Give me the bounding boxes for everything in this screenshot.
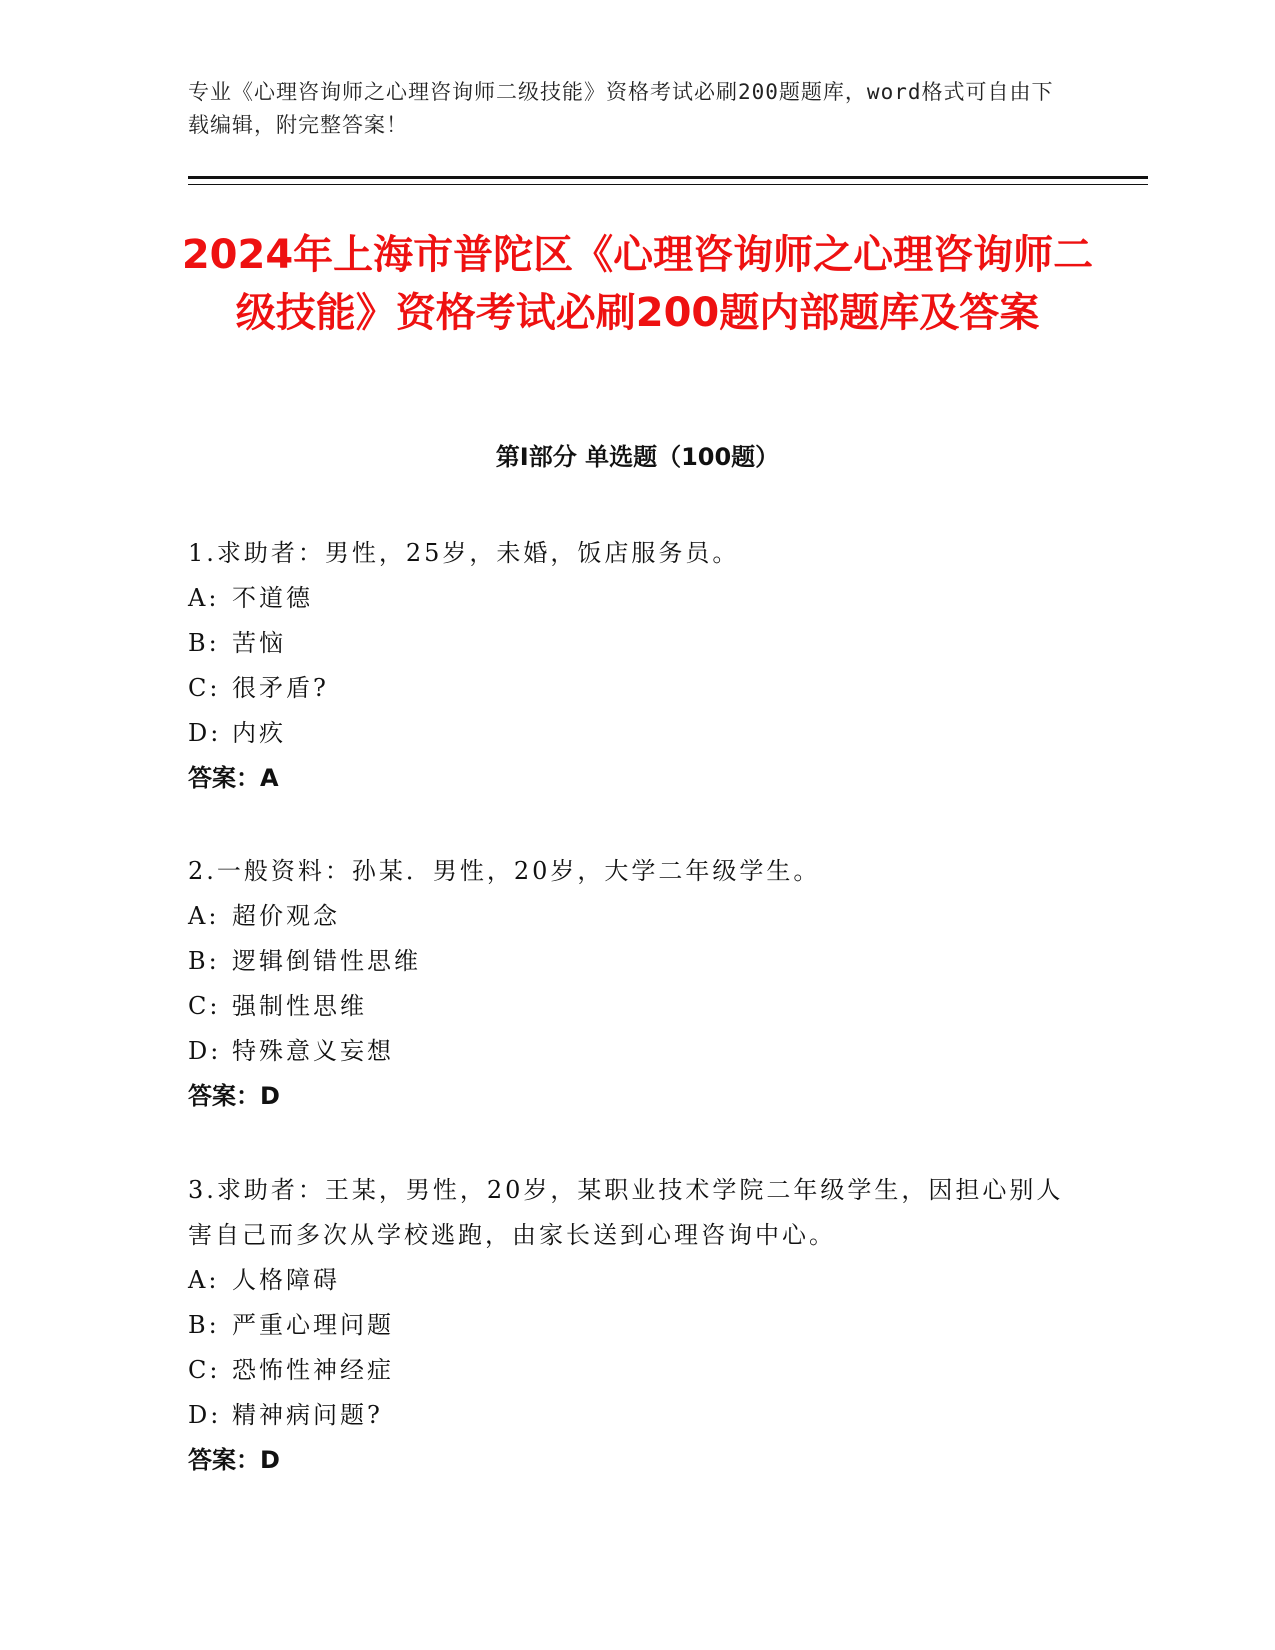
option-text: 强制性思维 [232, 992, 367, 1020]
option-c [188, 1348, 1068, 1393]
header-rule-thin [188, 184, 1148, 185]
option-b [188, 1303, 1068, 1348]
option-text: 严重心理问题 [232, 1311, 394, 1339]
option-key: D: [188, 1037, 222, 1065]
question-block [188, 1168, 1068, 1483]
option-b [188, 621, 1068, 666]
option-key: A: [188, 584, 220, 612]
option-key: D: [188, 1401, 222, 1429]
option-a [188, 1258, 1068, 1303]
option-c [188, 984, 1068, 1029]
question-stem: 1.求助者：男性，25岁，未婚，饭店服务员。 [188, 539, 740, 567]
option-key: D: [188, 719, 222, 747]
answer-line: 答案：D [188, 1446, 280, 1474]
answer-line: 答案：D [188, 1082, 280, 1110]
option-text: 很矛盾? [232, 674, 329, 702]
option-d [188, 1393, 1068, 1438]
option-a [188, 894, 1068, 939]
option-text: 内疚 [232, 719, 286, 747]
option-key: B: [188, 629, 220, 657]
option-text: 不道德 [232, 584, 313, 612]
option-key: B: [188, 947, 220, 975]
option-d [188, 711, 1068, 756]
option-a [188, 576, 1068, 621]
option-b [188, 939, 1068, 984]
header-note: 专业《心理咨询师之心理咨询师二级技能》资格考试必刷200题题库，word格式可自由下载编辑，附完整答案！ [188, 80, 1054, 137]
option-text: 超价观念 [232, 902, 340, 930]
option-key: B: [188, 1311, 220, 1339]
answer-line: 答案：A [188, 764, 279, 792]
option-key: C: [188, 992, 221, 1020]
question-block [188, 849, 1068, 1119]
document-title: 2024年上海市普陀区《心理咨询师之心理咨询师二级技能》资格考试必刷200题内部题库及答案 [181, 232, 1094, 336]
option-text: 恐怖性神经症 [232, 1356, 394, 1384]
option-text: 苦恼 [232, 629, 286, 657]
option-key: C: [188, 674, 221, 702]
option-key: A: [188, 1266, 220, 1294]
option-key: C: [188, 1356, 221, 1384]
option-text: 人格障碍 [232, 1266, 340, 1294]
header-rule-thick [188, 176, 1148, 179]
question-block [188, 531, 1068, 801]
question-stem: 2.一般资料：孙某．男性，20岁，大学二年级学生。 [188, 857, 821, 885]
option-key: A: [188, 902, 220, 930]
option-text: 特殊意义妄想 [232, 1037, 394, 1065]
option-text: 精神病问题? [232, 1401, 383, 1429]
question-stem: 3.求助者：王某，男性，20岁，某职业技术学院二年级学生，因担心别人害自己而多次从学校逃跑，由家长送到心理咨询中心。 [188, 1176, 1064, 1249]
option-text: 逻辑倒错性思维 [232, 947, 421, 975]
option-d [188, 1029, 1068, 1074]
section-heading: 第Ⅰ部分 单选题（100题） [495, 443, 780, 471]
option-c [188, 666, 1068, 711]
